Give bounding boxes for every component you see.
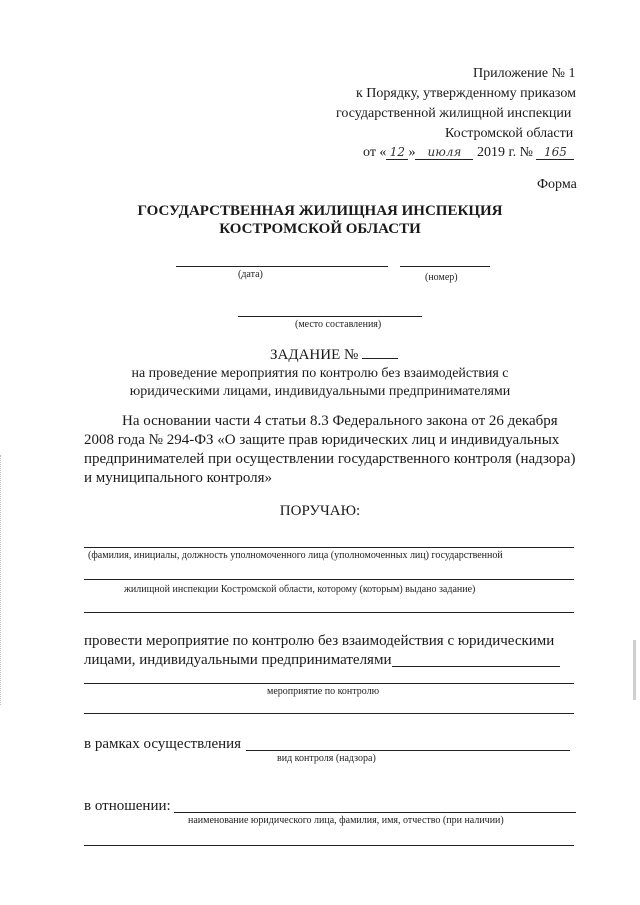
place-line: [238, 316, 422, 317]
regarding-line: [174, 812, 576, 813]
appendix-line-2: к Порядку, утвержденному приказом: [356, 86, 576, 101]
conduct-caption: мероприятие по контролю: [267, 686, 380, 697]
page-title-line-1: ГОСУДАРСТВЕННАЯ ЖИЛИЩНАЯ ИНСПЕКЦИЯ: [137, 203, 503, 219]
official-caption-2: жилищной инспекции Костромской области, которому (которым) выдано задание): [124, 584, 476, 595]
appendix-line-4: Костромской области: [445, 126, 574, 141]
date-caption: (дата): [238, 269, 263, 280]
form-label: Форма: [537, 177, 577, 192]
conduct-inline-line: [392, 666, 560, 667]
regarding-line-extra: [84, 845, 574, 846]
task-heading: [270, 347, 398, 364]
official-line-1: [84, 547, 574, 548]
official-caption-1: (фамилия, инициалы, должность уполномоченного лица (уполномоченных лиц) государственной: [88, 550, 503, 561]
basis-line-2: 2008 года № 294-ФЗ «О защите прав юридических лиц и индивидуальных: [84, 432, 560, 448]
task-subtitle-1: на проведение мероприятия по контролю без взаимодействия с: [131, 366, 509, 381]
date-year: 2019 г. №: [476, 145, 533, 160]
scan-edge-mark: [633, 640, 636, 700]
date-day: 12: [386, 145, 408, 160]
task-number-blank: [362, 358, 398, 359]
official-line-2: [84, 579, 574, 580]
date-month: июля: [415, 145, 473, 160]
conduct-line-full: [84, 683, 574, 684]
place-caption: (место составления): [295, 319, 382, 330]
task-heading-text: ЗАДАНИЕ №: [270, 347, 359, 363]
regarding-label: в отношении:: [84, 798, 171, 814]
conduct-line-extra: [84, 713, 574, 714]
conduct-line-1: провести мероприятие по контролю без взаимодействия с юридическими: [84, 633, 555, 649]
conduct-line-2: лицами, индивидуальными предпринимателями: [84, 652, 392, 668]
appendix-line-3: государственной жилищной инспекции: [336, 106, 572, 121]
date-line: [176, 266, 388, 267]
framework-label: в рамках осуществления: [84, 736, 242, 752]
appendix-line-1: Приложение № 1: [473, 66, 576, 81]
number-line: [400, 266, 490, 267]
basis-line-4: и муниципального контроля»: [84, 470, 273, 486]
date-mid: »: [408, 145, 416, 160]
regarding-caption: наименование юридического лица, фамилия, имя, отчество (при наличии): [188, 815, 504, 826]
task-subtitle-2: юридическими лицами, индивидуальными предпринимателями: [129, 384, 511, 399]
order-number: 165: [536, 145, 574, 160]
official-line-3: [84, 612, 574, 613]
order-heading: ПОРУЧАЮ:: [279, 503, 361, 519]
basis-line-3: предпринимателей при осуществлении государственного контроля (надзора): [84, 451, 576, 467]
basis-line-1: На основании части 4 статьи 8.3 Федерального закона от 26 декабря: [122, 413, 558, 429]
date-prefix: от «: [363, 145, 387, 160]
page-title-line-2: КОСТРОМСКОЙ ОБЛАСТИ: [219, 221, 421, 237]
binding-margin-dots: [0, 455, 2, 705]
framework-caption: вид контроля (надзора): [277, 753, 376, 764]
framework-line: [246, 750, 570, 751]
appendix-date-line: [363, 145, 574, 161]
number-caption: (номер): [425, 272, 458, 283]
